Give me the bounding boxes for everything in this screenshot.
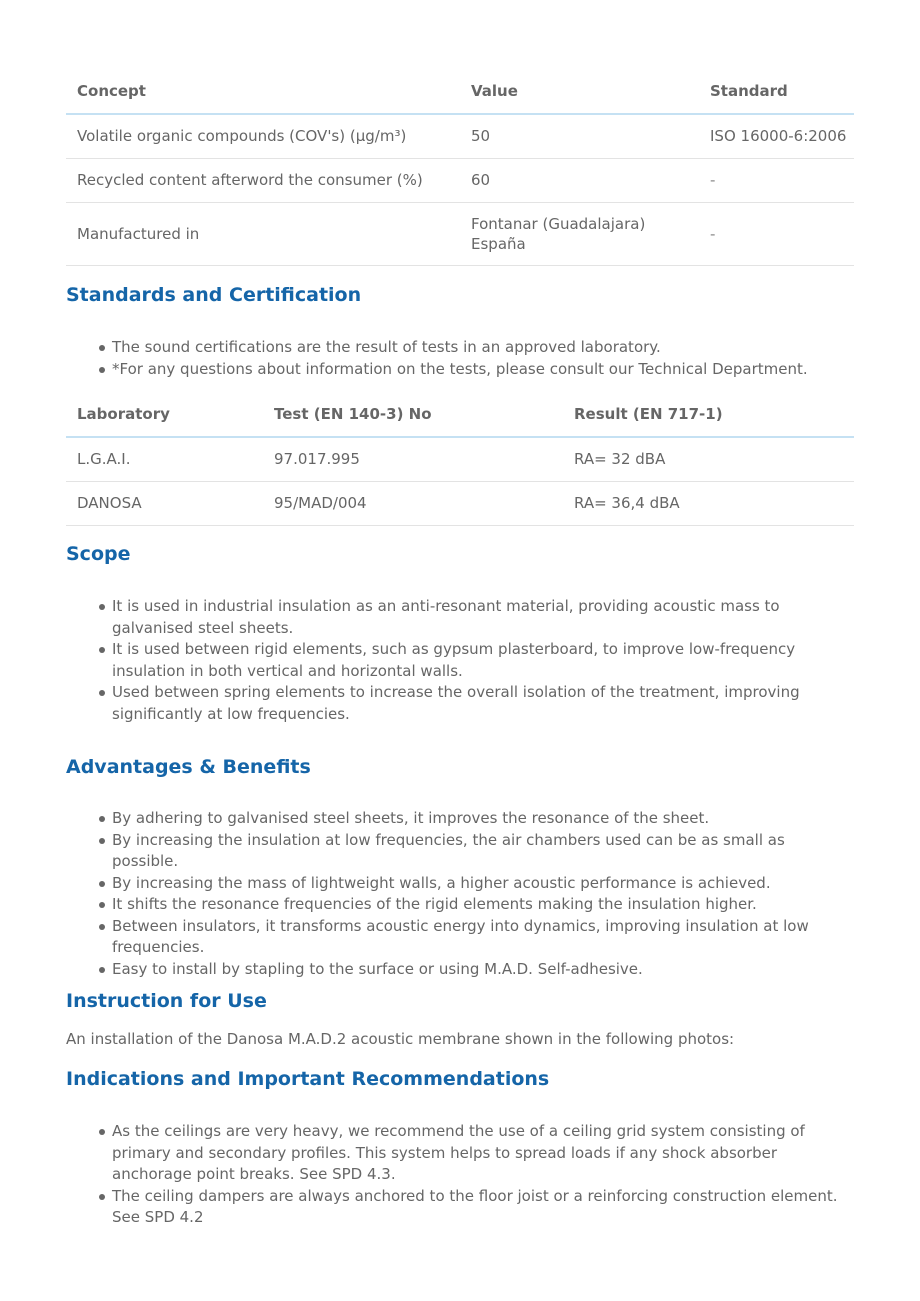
table-cell-multiline: [460, 202, 699, 265]
section-heading-standards: Standards and Certification: [66, 284, 362, 306]
table-header-row: [66, 69, 854, 114]
column-header-laboratory: Laboratory: [66, 392, 263, 437]
section-heading-instruction: Instruction for Use: [66, 990, 267, 1012]
scope-list: [66, 596, 854, 725]
list-item: By increasing the mass of lightweight walls, a higher acoustic performance is achieved.: [112, 873, 854, 895]
list-item: Used between spring elements to increase the overall isolation of the treatment, improving significantly at low frequencies.: [112, 682, 854, 725]
list-item: It shifts the resonance frequencies of the rigid elements making the insulation higher.: [112, 894, 854, 916]
table-cell: RA= 32 dBA: [563, 437, 854, 481]
table-cell: Recycled content afterword the consumer (%): [66, 158, 460, 202]
advantages-list: [66, 808, 854, 980]
list-item: Between insulators, it transforms acoustic energy into dynamics, improving insulation at low frequencies.: [112, 916, 854, 959]
column-header-value: Value: [460, 69, 699, 114]
list-item: As the ceilings are very heavy, we recommend the use of a ceiling grid system consisting of primary and secondary profiles. This system helps to spread loads if any shock absorber anchorage point breaks. See SPD 4.3.: [112, 1121, 854, 1186]
table-header-row: [66, 392, 854, 437]
table-cell: RA= 36,4 dBA: [563, 481, 854, 525]
table-cell: -: [699, 202, 854, 265]
table-cell: DANOSA: [66, 481, 263, 525]
table-cell: L.G.A.I.: [66, 437, 263, 481]
section-heading-indications: Indications and Important Recommendations: [66, 1068, 550, 1090]
list-item: It is used in industrial insulation as an anti-resonant material, providing acoustic mass to galvanised steel sheets.: [112, 596, 854, 639]
indications-list: [66, 1121, 854, 1229]
table-row: [66, 437, 854, 481]
certification-table: [66, 392, 854, 526]
table-cell: Manufactured in: [66, 202, 460, 265]
column-header-standard: Standard: [699, 69, 854, 114]
list-item: *For any questions about information on the tests, please consult our Technical Department.: [112, 359, 854, 381]
cell-line: Fontanar (Guadalajara): [471, 214, 646, 233]
list-item: The ceiling dampers are always anchored to the floor joist or a reinforcing construction element. See SPD 4.2: [112, 1186, 854, 1229]
table-cell: Volatile organic compounds (COV's) (µg/m³): [66, 114, 460, 158]
standards-list: [66, 337, 854, 380]
table-cell: 95/MAD/004: [263, 481, 563, 525]
list-item: The sound certifications are the result of tests in an approved laboratory.: [112, 337, 854, 359]
table-cell: 60: [460, 158, 699, 202]
list-item: By adhering to galvanised steel sheets, it improves the resonance of the sheet.: [112, 808, 854, 830]
list-item: Easy to install by stapling to the surface or using M.A.D. Self-adhesive.: [112, 959, 854, 981]
table-row: [66, 481, 854, 525]
table-row: [66, 202, 854, 265]
properties-table: [66, 69, 854, 266]
table-row: [66, 114, 854, 158]
column-header-concept: Concept: [66, 69, 460, 114]
table-cell: -: [699, 158, 854, 202]
table-cell: ISO 16000-6:2006: [699, 114, 854, 158]
table-cell: 97.017.995: [263, 437, 563, 481]
column-header-result: Result (EN 717-1): [563, 392, 854, 437]
table-cell: 50: [460, 114, 699, 158]
list-item: By increasing the insulation at low frequencies, the air chambers used can be as small as possible.: [112, 830, 854, 873]
section-heading-scope: Scope: [66, 543, 131, 565]
cell-line: España: [471, 234, 526, 253]
section-heading-advantages: Advantages & Benefits: [66, 756, 311, 778]
column-header-test: Test (EN 140-3) No: [263, 392, 563, 437]
list-item: It is used between rigid elements, such as gypsum plasterboard, to improve low-frequency insulation in both vertical and horizontal walls.: [112, 639, 854, 682]
table-row: [66, 158, 854, 202]
instruction-text: An installation of the Danosa M.A.D.2 acoustic membrane shown in the following photos:: [66, 1030, 735, 1048]
